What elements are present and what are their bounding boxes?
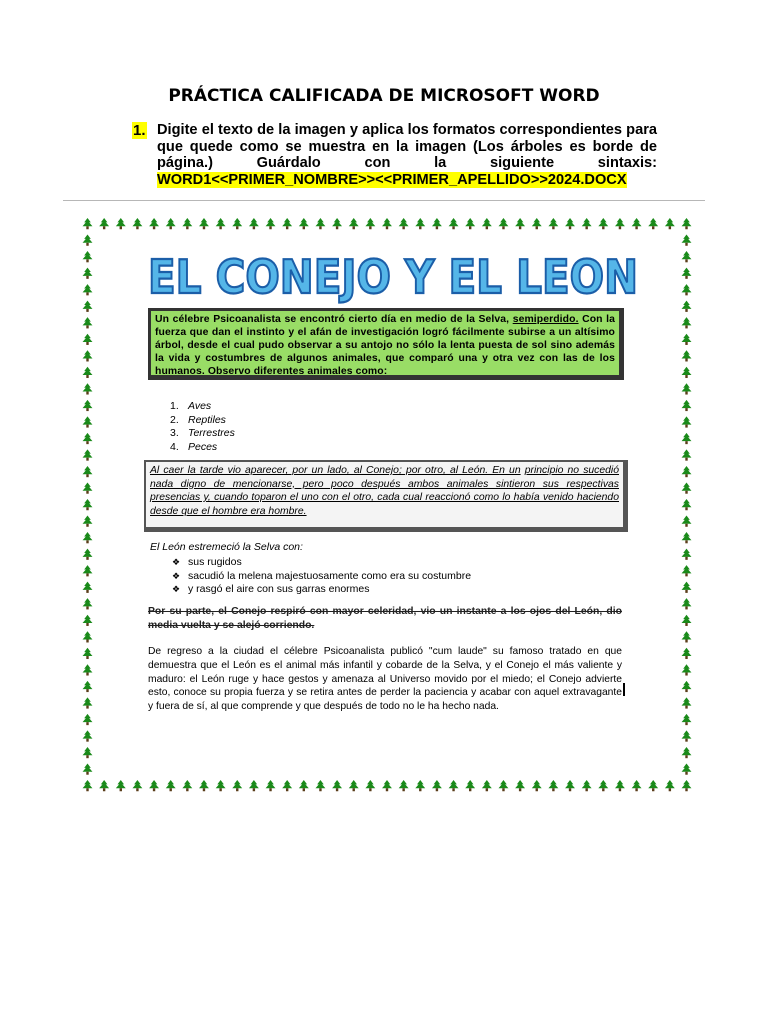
intro-part1: Un célebre Psicoanalista se encontró cierto día en medio de la Selva, <box>155 314 510 325</box>
leon-bullet-list <box>172 556 471 597</box>
tree-icon <box>83 780 93 791</box>
tree-icon <box>83 251 93 262</box>
tree-icon <box>83 383 93 394</box>
tree-icon <box>615 780 625 791</box>
tree-icon <box>682 780 692 791</box>
file-name-syntax: WORD1<<PRIMER_NOMBRE>><<PRIMER_APELLIDO>>2024.DOCX <box>157 171 627 188</box>
tree-icon <box>249 780 259 791</box>
tree-icon <box>99 218 109 229</box>
tree-icon <box>515 218 525 229</box>
tree-icon <box>482 218 492 229</box>
tree-icon <box>565 218 575 229</box>
tree-icon <box>232 218 242 229</box>
tree-icon <box>499 218 509 229</box>
tree-icon <box>315 218 325 229</box>
tree-icon <box>332 780 342 791</box>
tree-icon <box>249 218 259 229</box>
tree-icon <box>532 218 542 229</box>
tree-icon <box>83 582 93 593</box>
tree-icon <box>465 218 475 229</box>
tree-icon <box>83 714 93 725</box>
tree-icon <box>682 235 692 246</box>
tree-icon <box>365 780 375 791</box>
list-item: ❖ y rasgó el aire con sus garras enormes <box>172 583 370 596</box>
tree-icon <box>216 218 226 229</box>
tree-icon <box>299 780 309 791</box>
tree-icon <box>232 780 242 791</box>
tree-icon <box>83 350 93 361</box>
animals-numbered-list <box>170 400 235 454</box>
tree-icon <box>682 433 692 444</box>
tree-icon <box>598 780 608 791</box>
tree-icon <box>83 218 93 229</box>
tree-icon <box>682 284 692 295</box>
tree-icon <box>682 516 692 527</box>
list-item: ❖ sus rugidos <box>172 556 242 568</box>
tree-icon <box>149 780 159 791</box>
tree-icon <box>582 218 592 229</box>
tree-icon <box>515 780 525 791</box>
tree-icon <box>682 350 692 361</box>
tree-icon <box>116 218 126 229</box>
tree-icon <box>83 549 93 560</box>
list-item: ❖ sacudió la melena majestuosamente como era su costumbre <box>172 569 472 582</box>
tree-icon <box>116 780 126 791</box>
tree-icon <box>415 780 425 791</box>
tree-icon <box>432 218 442 229</box>
tree-icon <box>682 598 692 609</box>
tree-icon <box>83 648 93 659</box>
tree-icon <box>266 780 276 791</box>
tree-icon <box>83 317 93 328</box>
tree-icon <box>83 482 93 493</box>
tree-icon <box>132 780 142 791</box>
heading-wordart <box>148 250 642 304</box>
tree-icon <box>682 383 692 394</box>
tree-icon <box>449 218 459 229</box>
tree-icon <box>682 251 692 262</box>
tree-icon <box>682 565 692 576</box>
tree-icon <box>632 780 642 791</box>
tree-icon <box>648 780 658 791</box>
tree-icon <box>682 218 692 229</box>
tree-icon <box>149 218 159 229</box>
tree-icon <box>83 697 93 708</box>
tree-icon <box>132 218 142 229</box>
tree-icon <box>83 681 93 692</box>
tree-icon <box>83 532 93 543</box>
tree-icon <box>83 615 93 626</box>
document-title: PRÁCTICA CALIFICADA DE MICROSOFT WORD <box>168 86 600 106</box>
tree-icon <box>682 615 692 626</box>
tree-icon <box>349 780 359 791</box>
horizontal-rule <box>63 200 705 201</box>
tree-icon <box>83 631 93 642</box>
intro-underlined-word: semiperdido. <box>512 314 579 325</box>
tree-icon <box>682 301 692 312</box>
encounter-paragraph-box <box>144 460 628 532</box>
tree-icon <box>548 780 558 791</box>
tree-icon <box>682 582 692 593</box>
tree-icon <box>682 763 692 774</box>
tree-icon <box>682 681 692 692</box>
tree-icon <box>166 218 176 229</box>
tree-icon <box>299 218 309 229</box>
text-cursor <box>623 683 625 696</box>
sample-heading <box>148 250 642 305</box>
tree-icon <box>665 780 675 791</box>
tree-icon <box>682 747 692 758</box>
diamond-bullet-icon: ❖ <box>172 557 181 567</box>
tree-icon <box>682 268 692 279</box>
leon-intro-line: El León estremeció la Selva con: <box>150 541 303 553</box>
tree-icon <box>449 780 459 791</box>
tree-icon <box>83 433 93 444</box>
tree-icon <box>682 549 692 560</box>
instruction-text <box>157 122 657 188</box>
tree-icon <box>199 218 209 229</box>
tree-icon <box>83 367 93 378</box>
diamond-bullet-icon: ❖ <box>172 584 181 595</box>
tree-icon <box>83 416 93 427</box>
tree-icon <box>83 449 93 460</box>
instruction-number: 1. <box>133 122 146 139</box>
encounter-line1: Al caer la tarde vio aparecer, por un lado, al Conejo; por otro, al León. En un <box>150 465 521 476</box>
tree-icon <box>382 780 392 791</box>
tree-icon <box>682 482 692 493</box>
tree-icon <box>182 218 192 229</box>
tree-icon <box>682 730 692 741</box>
tree-icon <box>682 317 692 328</box>
tree-icon <box>216 780 226 791</box>
tree-icon <box>315 780 325 791</box>
tree-icon <box>83 334 93 345</box>
tree-icon <box>682 664 692 675</box>
tree-icon <box>83 763 93 774</box>
tree-icon <box>399 218 409 229</box>
encounter-rest: principio no sucedió nada digno de mencionarse, pero poco después ambos animales sintieron sus respectivas presencias y, cuando toparon el uno con el otro, cada cual reaccionó como lo había venido haciendo desde que el hombre era hombre. <box>150 465 620 517</box>
tree-icon <box>266 218 276 229</box>
tree-icon <box>365 218 375 229</box>
tree-icon <box>199 780 209 791</box>
tree-icon <box>565 780 575 791</box>
tree-icon <box>83 598 93 609</box>
list-item: 3. Terrestres <box>170 427 235 439</box>
tree-icon <box>282 218 292 229</box>
tree-icon <box>682 714 692 725</box>
tree-icon <box>582 780 592 791</box>
tree-icon <box>83 235 93 246</box>
tree-icon <box>83 284 93 295</box>
diamond-bullet-icon: ❖ <box>172 570 181 581</box>
tree-icon <box>332 218 342 229</box>
tree-icon <box>648 218 658 229</box>
tree-icon <box>182 780 192 791</box>
tree-icon <box>83 747 93 758</box>
tree-icon <box>349 218 359 229</box>
tree-icon <box>682 532 692 543</box>
tree-icon <box>682 648 692 659</box>
tree-icon <box>548 218 558 229</box>
tree-icon <box>499 780 509 791</box>
tree-icon <box>83 268 93 279</box>
tree-icon <box>415 218 425 229</box>
tree-icon <box>682 631 692 642</box>
tree-icon <box>682 697 692 708</box>
tree-icon <box>83 499 93 510</box>
tree-icon <box>432 780 442 791</box>
intro-paragraph-box <box>148 308 624 380</box>
tree-icon <box>83 664 93 675</box>
tree-icon <box>83 400 93 411</box>
tree-icon <box>665 218 675 229</box>
intro-part3: Con la fuerza que dan el instinto y el afán de investigación logró fácilmente subirse a un altísimo árbol, desde el cual pudo observar a su antojo no sólo la lenta puesta de sol sino además la vida y costumbres de algunos animales, que comparó una y otra vez con las de los humanos. Observo diferentes animales como: <box>155 314 615 378</box>
tree-icon <box>615 218 625 229</box>
list-item: 2. Reptiles <box>170 413 226 426</box>
list-item: 4. Peces <box>170 440 218 453</box>
instruction-body: Digite el texto de la imagen y aplica los formatos correspondientes para que quede como se muestra en la imagen (Los árboles es borde de página.) Guárdalo con la siguiente sintaxis: <box>157 122 657 171</box>
tree-icon <box>598 218 608 229</box>
list-item: 1. Aves <box>170 400 212 412</box>
tree-icon <box>482 780 492 791</box>
tree-icon <box>83 730 93 741</box>
tree-icon <box>465 780 475 791</box>
tree-icon <box>682 416 692 427</box>
final-paragraph: De regreso a la ciudad el célebre Psicoanalista publicó "cum laude" su famoso tratado en que demuestra que el León es el animal más infantil y cobarde de la Selva, y el Conejo el más valiente y maduro: el León ruge y hace gestos y amenaza al Universo movido por el miedo; el Conejo advierte esto, conoce su propia fuerza y se retira antes de perder la paciencia y acabar con aquel extravagante y fuera de sí, al que comprende y que después de todo no le ha hecho nada. <box>148 646 622 713</box>
tree-icon <box>382 218 392 229</box>
tree-icon <box>282 780 292 791</box>
strikethrough-paragraph: Por su parte, el Conejo respiró con mayor celeridad, vio un instante a los ojos del León, dio media vuelta y se alejó corriendo. <box>148 606 622 631</box>
tree-icon <box>682 367 692 378</box>
tree-icon <box>166 780 176 791</box>
tree-icon <box>83 516 93 527</box>
tree-icon <box>632 218 642 229</box>
tree-icon <box>682 449 692 460</box>
heading-text: EL CONEJO Y EL LEON <box>148 250 638 304</box>
tree-icon <box>83 466 93 477</box>
tree-icon <box>399 780 409 791</box>
tree-icon <box>682 334 692 345</box>
tree-icon <box>99 780 109 791</box>
tree-icon <box>83 565 93 576</box>
tree-icon <box>682 466 692 477</box>
tree-icon <box>682 400 692 411</box>
tree-icon <box>532 780 542 791</box>
tree-icon <box>83 301 93 312</box>
tree-icon <box>682 499 692 510</box>
